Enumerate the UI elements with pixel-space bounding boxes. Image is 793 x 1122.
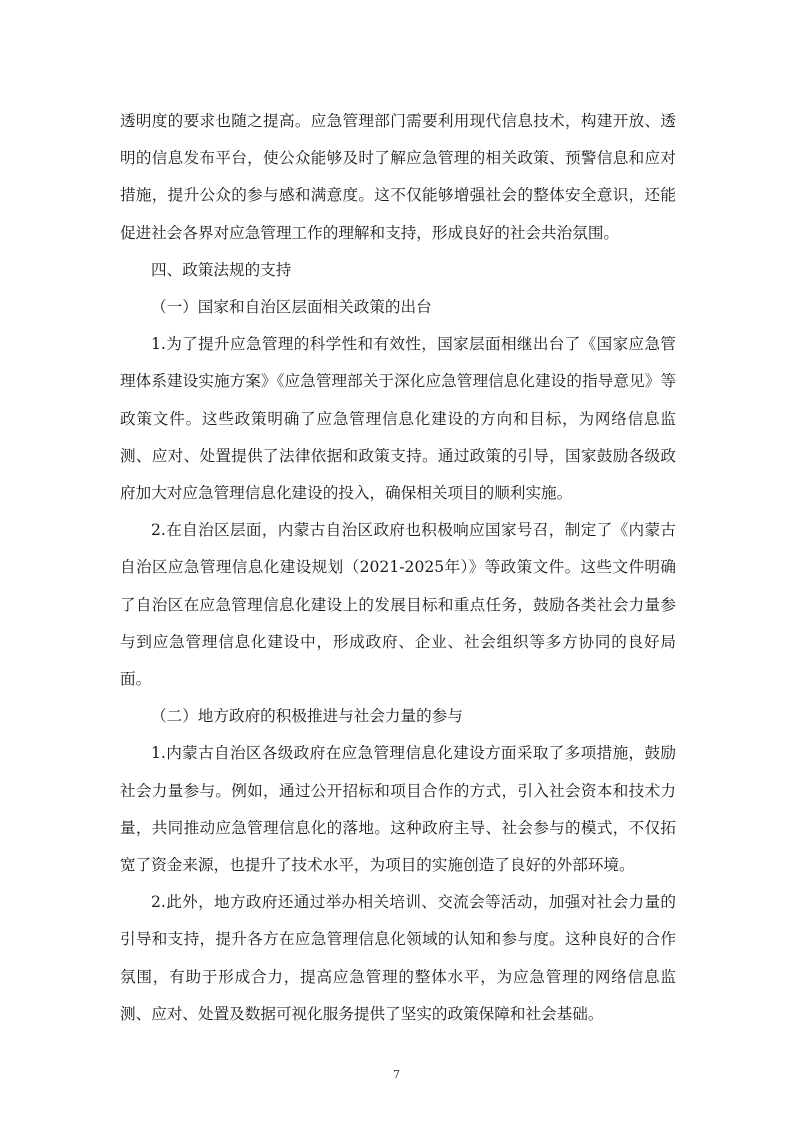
paragraph-local-government-measures: 1.内蒙古自治区各级政府在应急管理信息化建设方面采取了多项措施，鼓励社会力量参与。例如，通过公开招标和项目合作的方式，引入社会资本和技术力量，共同推动应急管理信息化的落地。这种政府主导、社会参与的模式，不仅拓宽了资金来源，也提升了技术水平，为项目的实施创造了良好的外部环境。 bbox=[120, 744, 676, 875]
document-body bbox=[120, 103, 676, 1033]
section-heading-policy-support: 四、政策法规的支持 bbox=[151, 260, 292, 279]
subsection-heading-local-government: （二）地方政府的积极推进与社会力量的参与 bbox=[151, 707, 463, 726]
paragraph-autonomous-region-policies: 2.在自治区层面，内蒙古自治区政府也积极响应国家号召，制定了《内蒙古自治区应急管理信息化建设规划（2021-2025年）》等政策文件。这些文件明确了自治区在应急管理信息化建设上的发展目标和重点任务，鼓励各类社会力量参与到应急管理信息化建设中，形成政府、企业、社会组织等多方协同的良好局面。 bbox=[120, 521, 676, 689]
page-number: 7 bbox=[393, 1068, 400, 1081]
subsection-heading-national-policies: （一）国家和自治区层面相关政策的出台 bbox=[151, 298, 432, 317]
paragraph-continued-transparency: 透明度的要求也随之提高。应急管理部门需要利用现代信息技术，构建开放、透明的信息发布平台，使公众能够及时了解应急管理的相关政策、预警信息和应对措施，提升公众的参与感和满意度。这不仅能够增强社会的整体安全意识，还能促进社会各界对应急管理工作的理解和支持，形成良好的社会共治氛围。 bbox=[120, 112, 676, 242]
paragraph-national-policies: 1.为了提升应急管理的科学性和有效性，国家层面相继出台了《国家应急管理体系建设实施方案》《应急管理部关于深化应急管理信息化建设的指导意见》等政策文件。这些政策明确了应急管理信息化建设的方向和目标，为网络信息监测、应对、处置提供了法律依据和政策支持。通过政策的引导，国家鼓励各级政府加大对应急管理信息化建设的投入，确保相关项目的顺利实施。 bbox=[120, 335, 676, 503]
paragraph-training-and-cooperation: 2.此外，地方政府还通过举办相关培训、交流会等活动，加强对社会力量的引导和支持，提升各方在应急管理信息化领域的认知和参与度。这种良好的合作氛围，有助于形成合力，提高应急管理的整体水平，为应急管理的网络信息监测、应对、处置及数据可视化服务提供了坚实的政策保障和社会基础。 bbox=[120, 893, 676, 1023]
